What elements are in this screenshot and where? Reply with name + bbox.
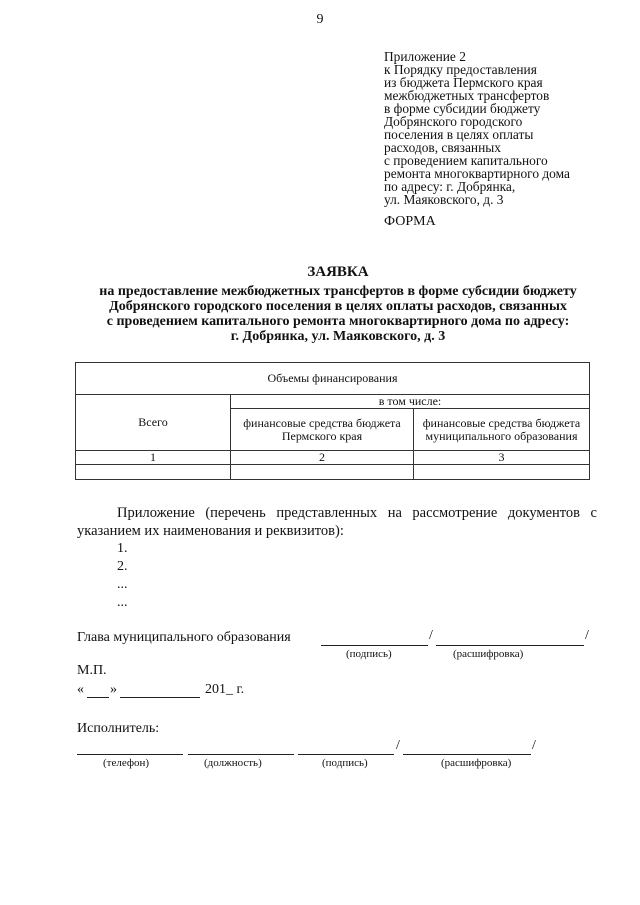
document-subtitle [68, 284, 608, 344]
document-title: ЗАЯВКА [307, 264, 369, 280]
date-year: 201_ г. [205, 682, 245, 697]
table-header-financing: Объемы финансирования [76, 363, 590, 395]
financing-table [75, 362, 590, 480]
table-header-including: в том числе: [231, 395, 590, 409]
executor-signature-caption: (подпись) [322, 757, 368, 769]
list-item: 2. [117, 559, 128, 574]
appendix-line: поселения в целях оплаты [384, 127, 534, 142]
slash-separator: / [396, 738, 400, 753]
slash-separator: / [585, 628, 589, 643]
date-quote-close: » [110, 682, 117, 697]
date-quote-open: « [77, 682, 84, 697]
table-col-number: 1 [76, 451, 231, 465]
appendix-line: расходов, связанных [384, 140, 501, 155]
annex-list [117, 540, 128, 612]
list-item: ... [117, 577, 128, 592]
subtitle-line: на предоставление межбюджетных трансфертов в форме субсидии бюджету [99, 284, 577, 299]
table-header-total: Всего [76, 395, 231, 451]
page-number: 9 [316, 12, 324, 27]
head-signature-line[interactable] [321, 645, 428, 646]
slash-separator: / [429, 628, 433, 643]
date-day-line[interactable] [87, 697, 109, 698]
subtitle-line: г. Добрянка, ул. Маяковского, д. 3 [230, 329, 446, 344]
stamp-label: М.П. [77, 663, 107, 678]
decode-caption: (расшифровка) [453, 648, 524, 660]
head-decode-line[interactable] [436, 645, 584, 646]
appendix-line: по адресу: г. Добрянка, [384, 179, 516, 194]
executor-position-line[interactable] [188, 754, 294, 755]
head-label: Глава муниципального образования [77, 630, 291, 645]
slash-separator: / [532, 738, 536, 753]
table-cell-region-value[interactable] [231, 465, 414, 480]
annex-text: Приложение (перечень представленных на рассмотрение документов с указанием их наименования и реквизитов): [77, 505, 597, 539]
executor-label: Исполнитель: [77, 721, 160, 736]
appendix-line: Приложение 2 [384, 49, 466, 64]
appendix-line: межбюджетных трансфертов [384, 88, 550, 103]
executor-phone-line[interactable] [77, 754, 183, 755]
list-item: 1. [117, 541, 128, 556]
appendix-line: в форме субсидии бюджету [384, 101, 541, 116]
list-item: ... [117, 595, 128, 610]
table-header-region-budget: финансовые средства бюджета Пермского края [231, 409, 414, 451]
table-col-number: 3 [414, 451, 590, 465]
executor-decode-caption: (расшифровка) [441, 757, 512, 769]
position-caption: (должность) [204, 757, 262, 769]
table-cell-total-value[interactable] [76, 465, 231, 480]
appendix-line: ул. Маяковского, д. 3 [384, 192, 504, 207]
signature-caption: (подпись) [346, 648, 392, 660]
appendix-line: Добрянского городского [384, 114, 523, 129]
appendix-line: ремонта многоквартирного дома [384, 166, 570, 181]
subtitle-line: с проведением капитального ремонта многоквартирного дома по адресу: [106, 314, 570, 329]
date-month-line[interactable] [120, 697, 200, 698]
phone-caption: (телефон) [103, 757, 150, 769]
appendix-line: к Порядку предоставления [384, 62, 537, 77]
appendix-reference [384, 50, 570, 206]
table-header-municipal-budget: финансовые средства бюджета муниципального образования [414, 409, 590, 451]
executor-decode-line[interactable] [403, 754, 531, 755]
subtitle-line: Добрянского городского поселения в целях оплаты расходов, связанных [109, 299, 567, 314]
form-label: ФОРМА [384, 214, 436, 229]
appendix-line: с проведением капитального [384, 153, 548, 168]
executor-signature-line[interactable] [298, 754, 394, 755]
annex-description [77, 504, 597, 540]
appendix-line: из бюджета Пермского края [384, 75, 543, 90]
table-col-number: 2 [231, 451, 414, 465]
table-cell-municipal-value[interactable] [414, 465, 590, 480]
